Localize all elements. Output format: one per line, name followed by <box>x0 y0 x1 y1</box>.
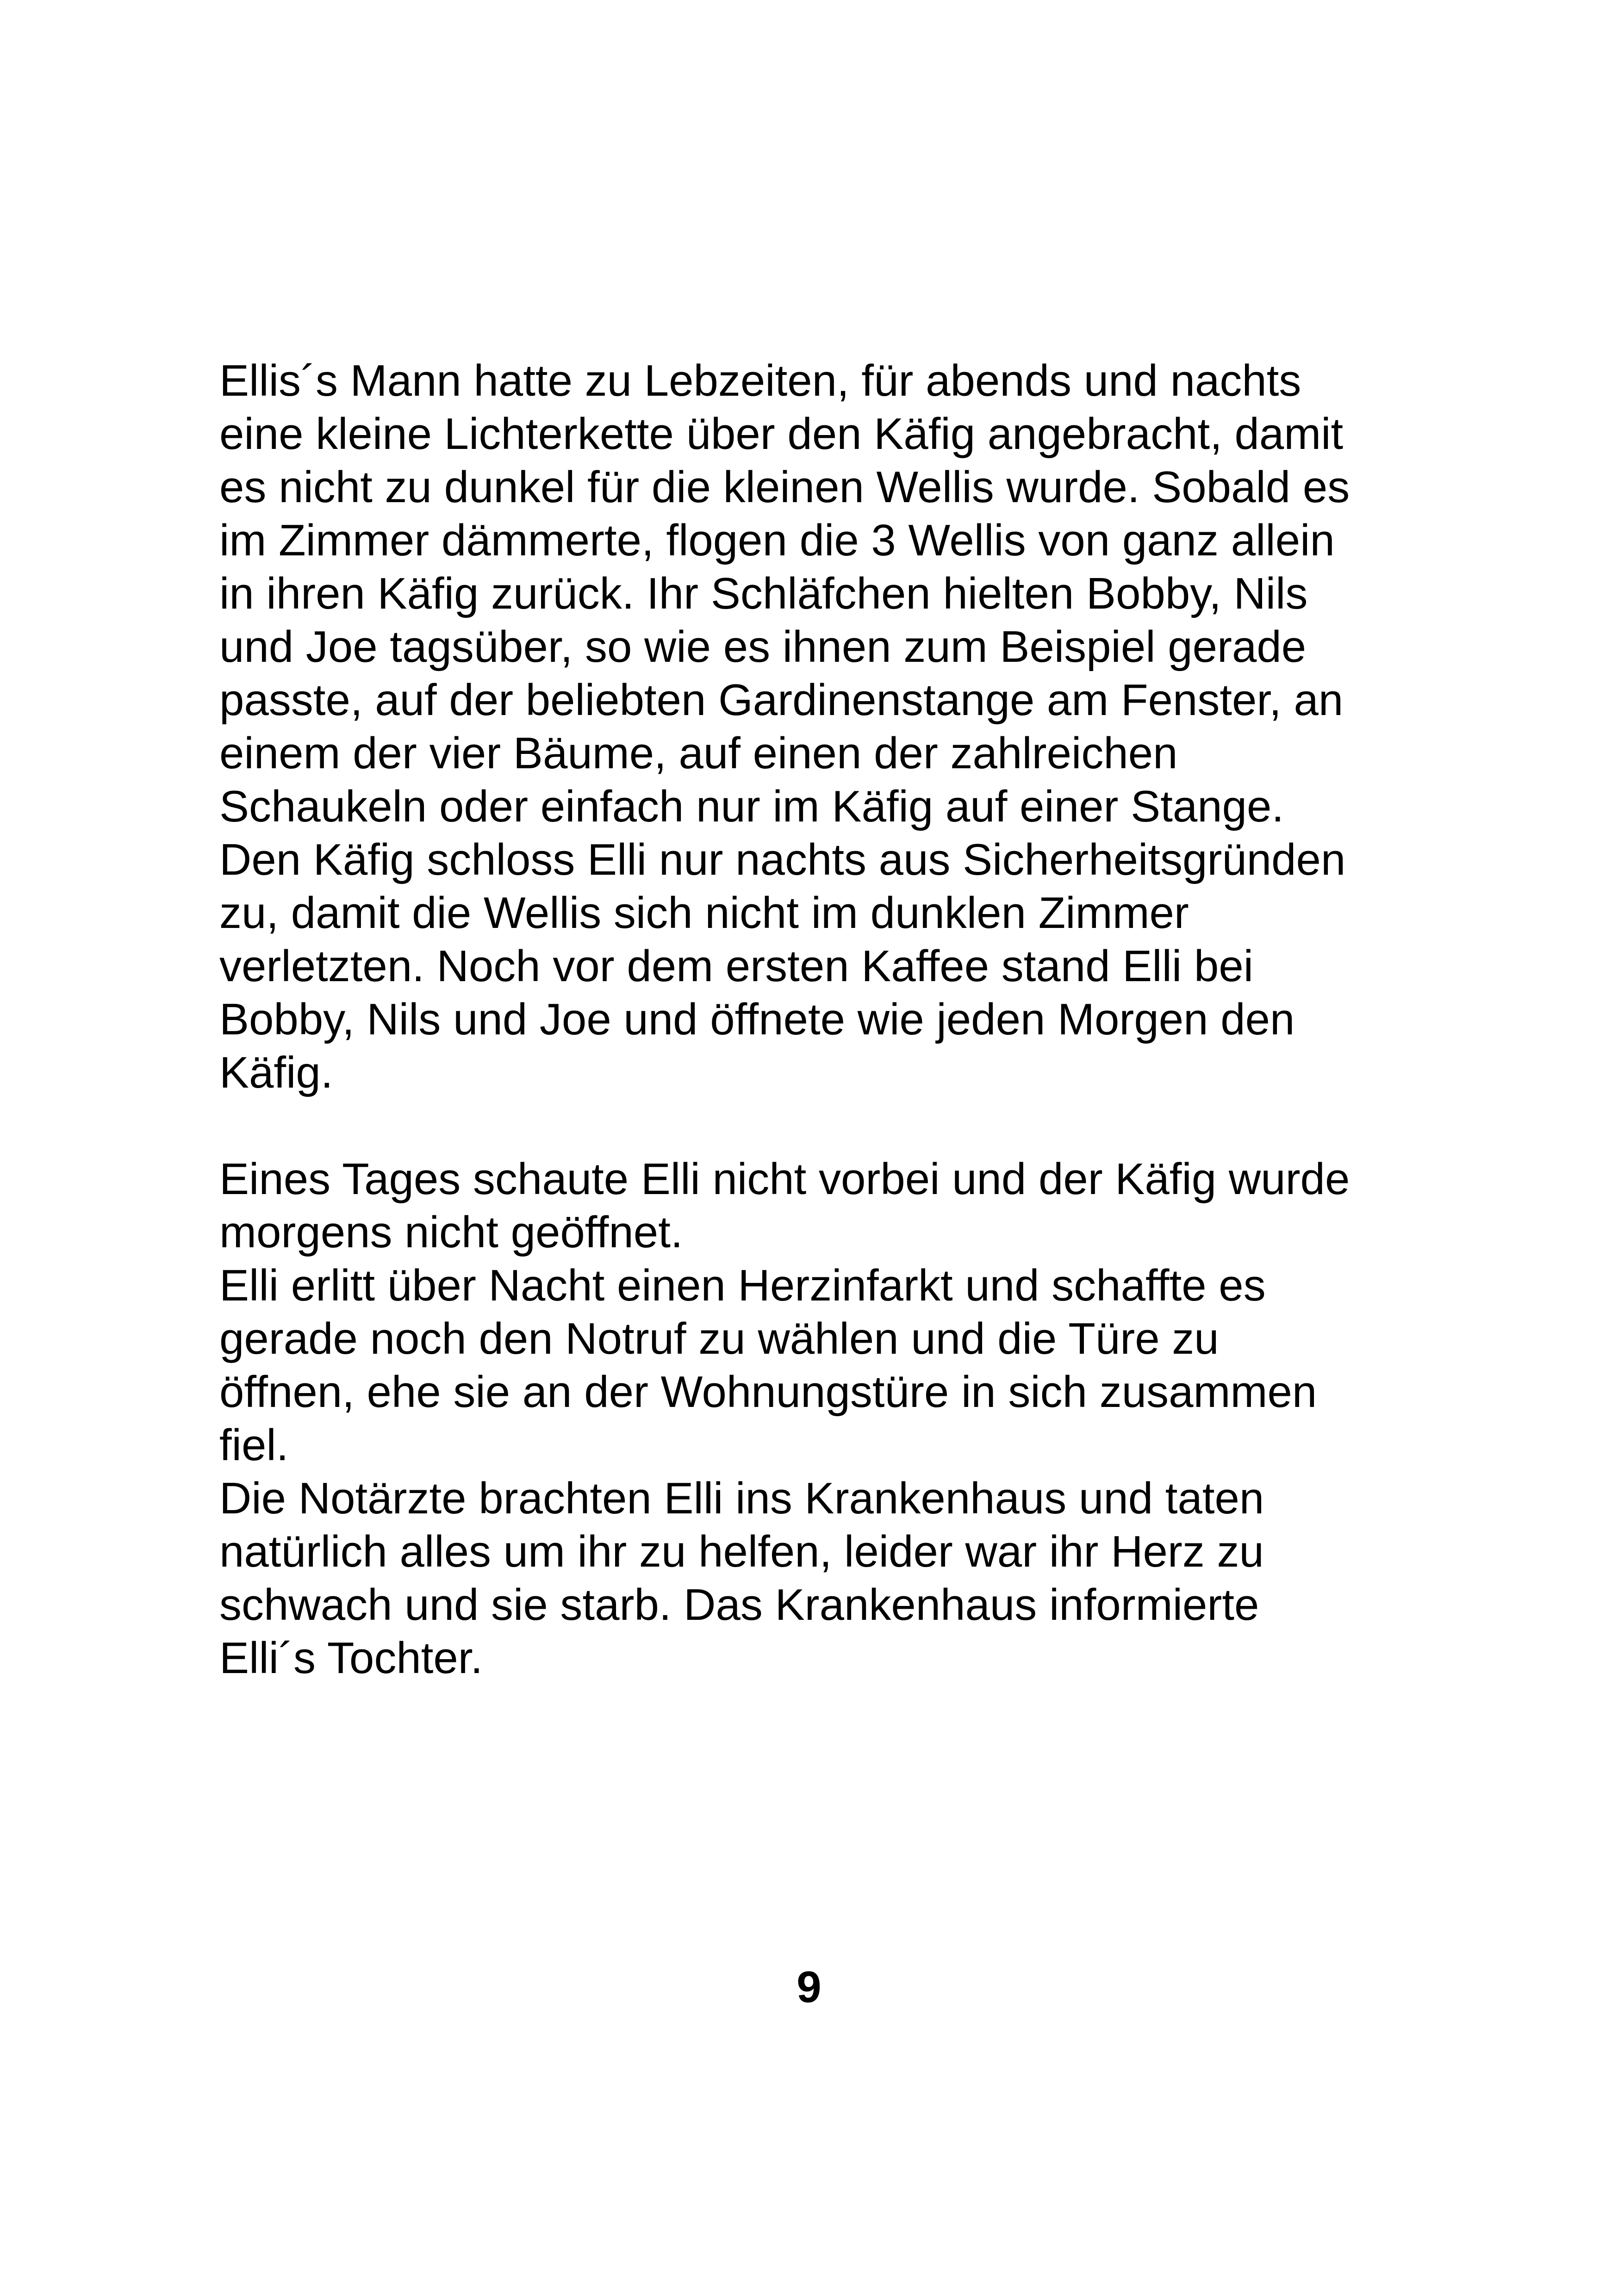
text-line: im Zimmer dämmerte, flogen die 3 Wellis von ganz allein <box>219 516 1335 565</box>
text-line: Schaukeln oder einfach nur im Käfig auf einer Stange. <box>219 782 1284 831</box>
text-line: Käfig. <box>219 1048 333 1097</box>
text-line: Die Notärzte brachten Elli ins Krankenhaus und taten <box>219 1474 1264 1523</box>
text-line: Den Käfig schloss Elli nur nachts aus Sicherheitsgründen <box>219 835 1346 884</box>
text-line: morgens nicht geöffnet. <box>219 1207 683 1257</box>
body-text <box>219 354 1469 1685</box>
text-line: verletzten. Noch vor dem ersten Kaffee stand Elli bei <box>219 941 1254 991</box>
text-line: Bobby, Nils und Joe und öffnete wie jeden Morgen den <box>219 995 1295 1044</box>
text-line: Ellis´s Mann hatte zu Lebzeiten, für abends und nachts <box>219 356 1301 405</box>
text-line: passte, auf der beliebten Gardinenstange am Fenster, an <box>219 675 1344 725</box>
text-line: in ihren Käfig zurück. Ihr Schläfchen hielten Bobby, Nils <box>219 569 1308 618</box>
paragraph-2 <box>219 1152 1469 1685</box>
text-line: einem der vier Bäume, auf einen der zahlreichen <box>219 728 1178 778</box>
text-line: eine kleine Lichterkette über den Käfig angebracht, damit <box>219 409 1344 459</box>
text-line: natürlich alles um ihr zu helfen, leider war ihr Herz zu <box>219 1527 1264 1576</box>
text-line: es nicht zu dunkel für die kleinen Wellis wurde. Sobald es <box>219 462 1350 512</box>
text-line: Elli´s Tochter. <box>219 1633 483 1683</box>
text-line: zu, damit die Wellis sich nicht im dunklen Zimmer <box>219 888 1189 938</box>
page-number: 9 <box>797 1962 821 2012</box>
text-line: öffnen, ehe sie an der Wohnungstüre in sich zusammen <box>219 1367 1317 1417</box>
text-line: und Joe tagsüber, so wie es ihnen zum Beispiel gerade <box>219 622 1307 672</box>
text-line: Elli erlitt über Nacht einen Herzinfarkt und schaffte es <box>219 1261 1266 1310</box>
text-line: Eines Tages schaute Elli nicht vorbei und der Käfig wurde <box>219 1154 1350 1204</box>
text-line: fiel. <box>219 1420 289 1470</box>
text-line: schwach und sie starb. Das Krankenhaus informierte <box>219 1580 1259 1630</box>
paragraph-spacer <box>219 1099 1469 1152</box>
text-line: gerade noch den Notruf zu wählen und die Türe zu <box>219 1314 1219 1363</box>
paragraph-1 <box>219 354 1469 1099</box>
